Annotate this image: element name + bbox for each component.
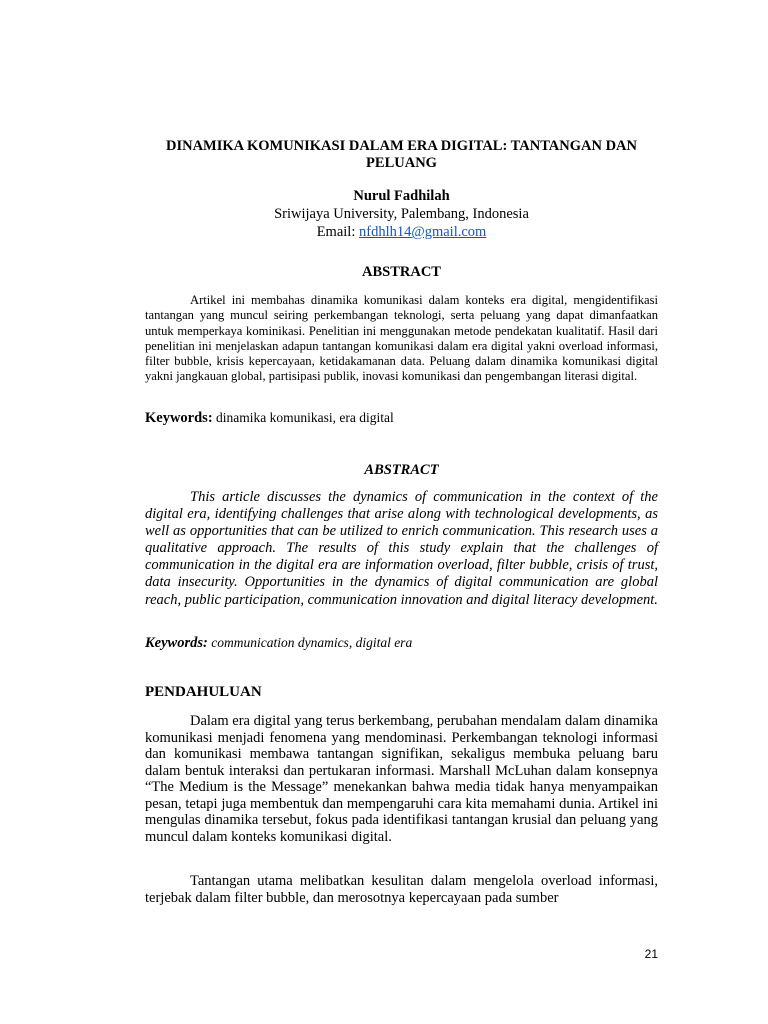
keywords-id [145,410,658,427]
abstract-heading-id: ABSTRACT [362,264,441,280]
keywords-value-id: dinamika komunikasi, era digital [216,410,394,425]
email-label: Email: [316,224,359,240]
email-link[interactable]: nfdhlh14@gmail.com [358,224,487,240]
section-heading-pendahuluan: PENDAHULUAN [145,684,262,700]
author-email-line [145,223,658,241]
author-name: Nurul Fadhilah [353,188,450,204]
page-number: 21 [644,947,658,961]
abstract-heading-en: ABSTRACT [364,462,439,478]
intro-paragraph-2: Tantangan utama melibatkan kesulitan dalam mengelola overload informasi, terjebak dalam filter bubble, dan merosotnya kepercayaan pada sumber [145,873,658,906]
keywords-label-id: Keywords: [145,410,213,426]
abstract-text-en: This article discusses the dynamics of communication in the context of the digital era, identifying challenges that arise along with technological developments, as well as opportunities that can be utilized to enrich communication. This research uses a qualitative approach. The results of this study explain that the challenges of communication in the digital era are information overload, filter bubble, crisis of trust, data insecurity. Opportunities in the dynamics of digital communication are global reach, public participation, communication innovation and digital literacy development. [145,489,658,608]
abstract-text-id: Artikel ini membahas dinamika komunikasi dalam konteks era digital, mengidentifikasi tantangan yang muncul seiring perkembangan teknologi, serta peluang yang dapat dimanfaatkan untuk memperkaya kominikasi. Penelitian ini menggunakan metode pendekatan kualitatif. Hasil dari penelitian ini menjelaskan adapun tantangan komunikasi dalam era digital yakni overload informasi, filter bubble, krisis kepercayaan, ketidakamanan data. Peluang dalam dinamika komunikasi digital yakni jangkauan global, partisipasi publik, inovasi komunikasi dan pengembangan literasi digital. [145,293,658,384]
intro-paragraph-1: Dalam era digital yang terus berkembang, perubahan mendalam dalam dinamika komunikasi menjadi fenomena yang mendominasi. Perkembangan teknologi informasi dan komunikasi membawa tantangan signifikan, sekaligus membuka peluang baru dalam bentuk interaksi dan pertukaran informasi. Marshall McLuhan dalam konsepnya “The Medium is the Message” menekankan bahwa media tidak hanya menyampaikan pesan, tetapi juga membentuk dan mempengaruhi cara kita memahami dunia. Artikel ini mengulas dinamika tersebut, fokus pada identifikasi tantangan krusial dan peluang yang muncul dalam konteks komunikasi digital. [145,713,658,845]
author-block [145,187,658,241]
paper-title: DINAMIKA KOMUNIKASI DALAM ERA DIGITAL: TANTANGAN DAN PELUANG [165,138,637,171]
author-affiliation: Sriwijaya University, Palembang, Indonesia [274,206,529,222]
keywords-label-en: Keywords: [145,635,208,651]
keywords-value-en: communication dynamics, digital era [211,635,413,650]
keywords-en [145,635,658,652]
